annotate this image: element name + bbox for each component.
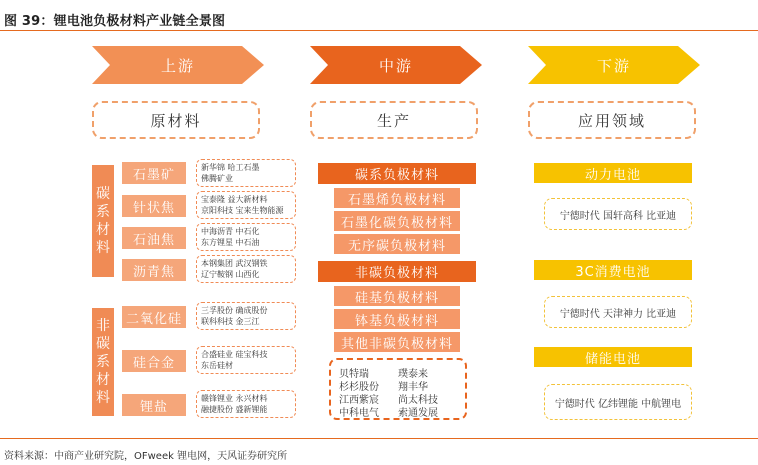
company-line: 赣锋锂业 永兴材料 [201, 394, 268, 403]
companies-silica [196, 302, 296, 330]
companies-silicon-alloy [196, 346, 296, 374]
midstream-box: 生产 [310, 101, 478, 139]
app-power-battery-companies: 宁德时代 国轩高科 比亚迪 [544, 198, 692, 230]
material-pitch-coke: 沥青焦 [122, 259, 186, 281]
company-line: 联科科技 金三江 [201, 317, 260, 326]
upstream-label: 上游 [160, 56, 195, 75]
material-lithium-salt: 锂盐 [122, 394, 186, 416]
companies-needle-coke [196, 191, 296, 219]
company-name: 杉杉股份 [339, 382, 379, 393]
noncarbon-anode-head: 非碳负极材料 [318, 261, 476, 282]
company-name: 索通发展 [398, 408, 438, 419]
company-name: 璞泰来 [398, 369, 428, 380]
company-line: 本钢集团 武汉钢铁 [201, 259, 268, 268]
company-name: 中科电气 [339, 408, 379, 419]
material-petroleum-coke: 石油焦 [122, 227, 186, 249]
carbon-materials-label-text: 碳系材料 [96, 186, 110, 256]
company-line: 宝泰隆 益大新材料 [201, 195, 268, 204]
company-line: 京阳科技 宝来生物能源 [201, 206, 284, 215]
carbon-anode-item: 无序碳负极材料 [334, 234, 460, 254]
noncarbon-anode-item: 其他非碳负极材料 [334, 332, 460, 352]
company-line: 佛腾矿业 [201, 174, 233, 183]
noncarbon-materials-label-text: 非碳系材料 [96, 318, 110, 406]
figure-source: 资料来源：中商产业研究院，OFweek 锂电网，天风证券研究所 [4, 451, 288, 462]
material-silicon-alloy: 硅合金 [122, 350, 186, 372]
carbon-anode-head: 碳系负极材料 [318, 163, 476, 184]
carbon-materials-label [92, 165, 114, 277]
companies-petroleum-coke [196, 223, 296, 251]
material-needle-coke: 针状焦 [122, 195, 186, 217]
companies-pitch-coke [196, 255, 296, 283]
company-line: 三孚股份 确成股份 [201, 306, 268, 315]
companies-lithium-salt [196, 390, 296, 418]
source-divider [0, 438, 758, 439]
app-power-battery: 动力电池 [534, 163, 692, 183]
carbon-anode-item: 石墨化碳负极材料 [334, 211, 460, 231]
company-line: 新华锦 哈工石墨 [201, 163, 260, 172]
midstream-companies [329, 358, 467, 420]
company-name: 江西紫宸 [339, 395, 379, 406]
downstream-label: 下游 [596, 56, 631, 75]
downstream-box: 应用领域 [528, 101, 696, 139]
midstream-label: 中游 [378, 56, 413, 75]
carbon-anode-item: 石墨烯负极材料 [334, 188, 460, 208]
figure-title: 图 39：锂电池负极材料产业链全景图 [4, 14, 226, 29]
app-storage-battery-companies: 宁德时代 亿纬锂能 中航锂电 [544, 384, 692, 420]
noncarbon-anode-item: 钵基负极材料 [334, 309, 460, 329]
company-line: 东岳硅材 [201, 361, 233, 370]
material-graphite-ore: 石墨矿 [122, 162, 186, 184]
companies-graphite-ore [196, 159, 296, 187]
material-silica: 二氧化硅 [122, 306, 186, 328]
noncarbon-anode-item: 硅基负极材料 [334, 286, 460, 306]
app-3c-battery-companies: 宁德时代 天津神力 比亚迪 [544, 296, 692, 328]
company-name: 翔丰华 [398, 382, 428, 393]
title-divider [0, 30, 758, 31]
company-line: 中海沥青 中石化 [201, 227, 260, 236]
app-3c-battery: 3C消费电池 [534, 260, 692, 280]
noncarbon-materials-label [92, 308, 114, 416]
company-name: 贝特瑞 [339, 369, 369, 380]
company-name: 尚太科技 [398, 395, 438, 406]
company-line: 东方锂星 中石油 [201, 238, 260, 247]
company-line: 合盛硅业 硅宝科技 [201, 350, 268, 359]
app-storage-battery: 储能电池 [534, 347, 692, 367]
company-line: 辽宁鞍钢 山西化 [201, 270, 260, 279]
upstream-box: 原材料 [92, 101, 260, 139]
company-line: 融捷股份 盛新锂能 [201, 405, 268, 414]
